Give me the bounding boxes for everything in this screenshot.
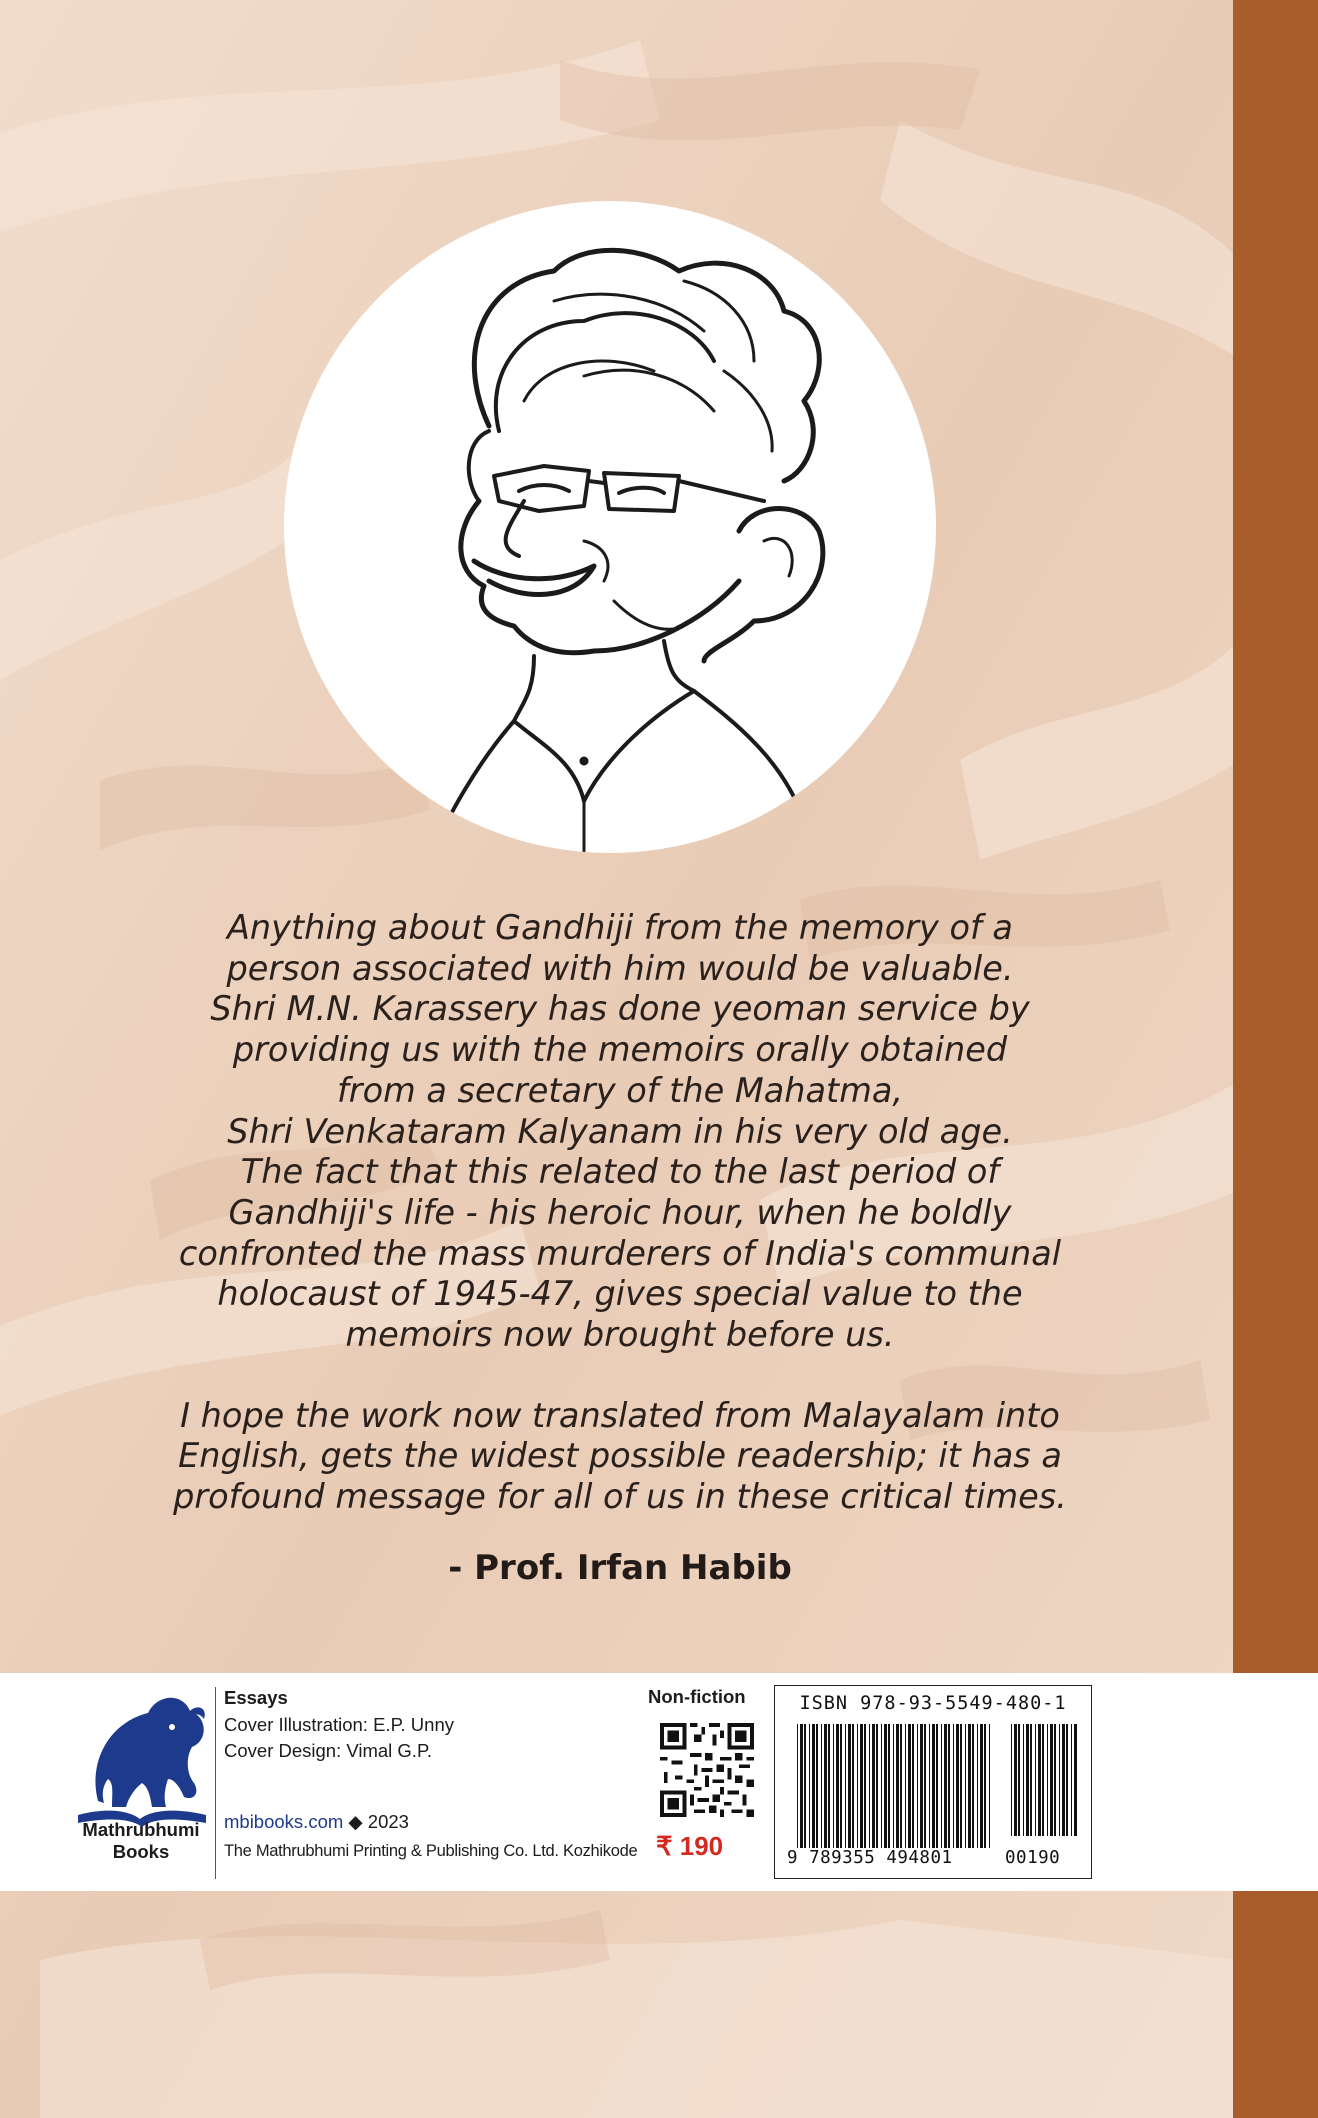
barcode-bar (876, 1724, 878, 1848)
price-label: ₹ 190 (656, 1831, 724, 1861)
publication-year: 2023 (367, 1811, 409, 1832)
quote-paragraph-2 (120, 1396, 1120, 1518)
barcode-bar (972, 1724, 974, 1848)
quote-line: providing us with the memoirs orally obtained (232, 1030, 1008, 1070)
cover-design-credit: Cover Design: Vimal G.P. (224, 1740, 433, 1761)
quote-line: Shri Venkataram Kalyanam in his very old age. (227, 1111, 1013, 1151)
barcode-bar (920, 1724, 923, 1848)
barcode-bar (816, 1724, 818, 1848)
barcode-bar (840, 1724, 842, 1848)
barcode-bar (936, 1724, 938, 1848)
barcode-bar (828, 1724, 830, 1848)
barcode-bar (881, 1724, 882, 1848)
publisher-logo-text (56, 1819, 226, 1863)
barcode-bar (924, 1724, 926, 1848)
barcode-bar (1011, 1724, 1012, 1836)
barcode-bar (1062, 1724, 1065, 1836)
barcode-bar (845, 1724, 846, 1848)
barcode-bar (821, 1724, 822, 1848)
quote-line: confronted the mass murderers of India's communal (178, 1233, 1062, 1273)
barcode-bar (833, 1724, 834, 1848)
barcode-bar (1074, 1724, 1077, 1836)
quote-line: The fact that this related to the last period of (240, 1152, 1000, 1192)
barcode-bar (912, 1724, 914, 1848)
qr-code-icon (660, 1723, 754, 1817)
barcode-bar (1066, 1724, 1068, 1836)
barcode-bar (917, 1724, 918, 1848)
barcode-bar (1050, 1724, 1053, 1836)
barcode-bar (888, 1724, 890, 1848)
logo-line-1: Mathrubhumi (82, 1819, 200, 1840)
website-link[interactable]: mbibooks.com (224, 1811, 344, 1832)
barcode-bar (968, 1724, 971, 1848)
barcode-bar (977, 1724, 978, 1848)
quote-line: Gandhiji's life - his heroic hour, when he boldly (228, 1192, 1012, 1232)
barcode-bar (1026, 1724, 1029, 1836)
barcode-bar (941, 1724, 942, 1848)
barcode-bar (1047, 1724, 1048, 1836)
barcode-bar (804, 1724, 806, 1848)
barcode-bar (905, 1724, 906, 1848)
caricature-portrait (284, 201, 936, 853)
barcode-bar (1018, 1724, 1020, 1836)
genre-label: Non-fiction (648, 1686, 746, 1707)
barcode-bar (1071, 1724, 1072, 1836)
barcode-bar (1030, 1724, 1032, 1836)
barcode-bar (1035, 1724, 1036, 1836)
barcode-bar (1042, 1724, 1044, 1836)
barcode-bar (932, 1724, 935, 1848)
quote-line: memoirs now brought before us. (345, 1315, 895, 1355)
barcode-bar (809, 1724, 810, 1848)
barcode-bar (864, 1724, 866, 1848)
publisher-strip (0, 1673, 1318, 1891)
barcode-bar (836, 1724, 839, 1848)
barcode-bar (1038, 1724, 1041, 1836)
barcode-bar (869, 1724, 870, 1848)
barcode-bar (989, 1724, 990, 1848)
barcode-bar (857, 1724, 858, 1848)
barcode-bar (984, 1724, 986, 1848)
logo-line-2: Books (112, 1841, 170, 1862)
review-quote (120, 908, 1120, 1518)
isbn-barcode (774, 1685, 1092, 1879)
price-addon-digits: 00190 (1005, 1848, 1061, 1868)
barcode-bar (960, 1724, 962, 1848)
quote-line: English, gets the widest possible readership; it has a (178, 1436, 1062, 1476)
barcode-bar (848, 1724, 851, 1848)
barcode-bar (1054, 1724, 1056, 1836)
diamond-icon: ◆ (348, 1811, 363, 1832)
barcode-icon (789, 1724, 1079, 1848)
barcode-bar (953, 1724, 954, 1848)
barcode-bar (1059, 1724, 1060, 1836)
ean-digits: 9 789355 494801 (787, 1848, 953, 1868)
quote-line: I hope the work now translated from Malayalam into (180, 1395, 1060, 1435)
barcode-bar (884, 1724, 887, 1848)
barcode-bar (797, 1724, 798, 1848)
publisher-website-line (224, 1810, 409, 1834)
barcode-bar (812, 1724, 815, 1848)
quote-line: holocaust of 1945-47, gives special value to the (217, 1274, 1023, 1314)
barcode-bar (860, 1724, 863, 1848)
barcode-bar (872, 1724, 875, 1848)
barcode-bar (800, 1724, 803, 1848)
barcode-bar (893, 1724, 894, 1848)
quote-line: person associated with him would be valuable. (226, 948, 1014, 988)
barcode-bar (944, 1724, 947, 1848)
quote-line: Shri M.N. Karassery has done yeoman service by (210, 989, 1030, 1029)
barcode-bar (956, 1724, 959, 1848)
cover-illustration-credit: Cover Illustration: E.P. Unny (224, 1714, 454, 1735)
quote-line: from a secretary of the Mahatma, (337, 1070, 903, 1110)
isbn-number: ISBN 978-93-5549-480-1 (799, 1693, 1067, 1714)
barcode-bar (980, 1724, 983, 1848)
category-label: Essays (224, 1687, 288, 1708)
barcode-bar (1014, 1724, 1017, 1836)
barcode-bar (896, 1724, 899, 1848)
barcode-bar (900, 1724, 902, 1848)
quote-line: Anything about Gandhiji from the memory of a (227, 908, 1013, 947)
barcode-bar (965, 1724, 966, 1848)
barcode-bar (824, 1724, 827, 1848)
barcode-bar (948, 1724, 950, 1848)
divider (215, 1687, 216, 1879)
quote-paragraph-1 (120, 908, 1120, 1356)
barcode-bar (908, 1724, 911, 1848)
barcode-bar (852, 1724, 854, 1848)
quote-attribution: - Prof. Irfan Habib (448, 1548, 792, 1588)
barcode-bar (1023, 1724, 1024, 1836)
printer-credit: The Mathrubhumi Printing & Publishing Co. Ltd. Kozhikode (224, 1842, 638, 1860)
barcode-bar (929, 1724, 930, 1848)
quote-line: profound message for all of us in these critical times. (173, 1477, 1067, 1517)
